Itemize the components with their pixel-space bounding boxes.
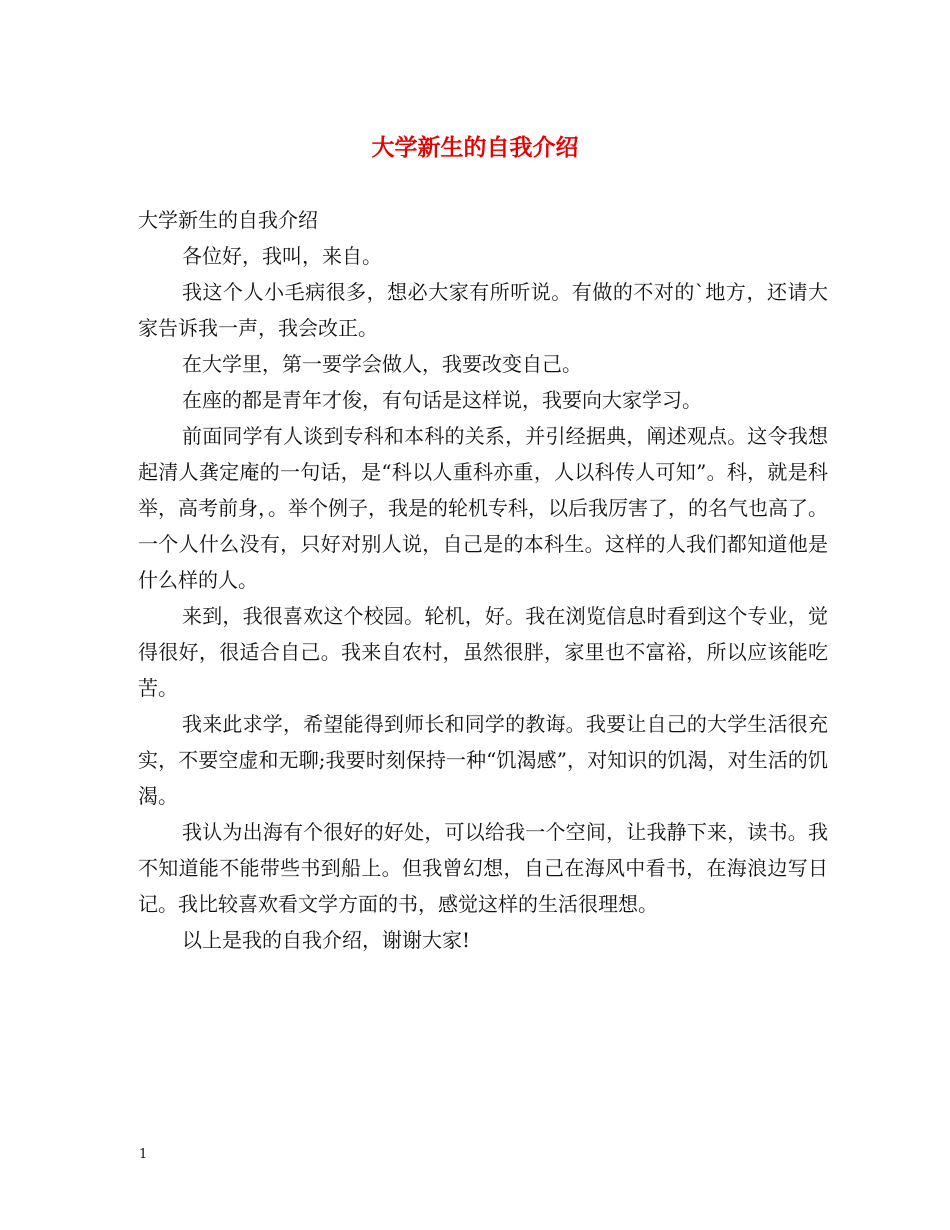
paragraph-9: 以上是我的自我介绍，谢谢大家! xyxy=(182,928,471,952)
page-number: 1 xyxy=(139,1147,148,1162)
paragraph-3: 在大学里，第一要学会做人，我要改变自己。 xyxy=(182,352,582,376)
paragraph-7: 我来此求学，希望能得到师长和同学的教诲。我要让自己的大学生活很充实，不要空虚和无聊;我要时刻保持一种“饥渴感”，对知识的饥渴，对生活的饥渴。 xyxy=(138,712,828,808)
document-body xyxy=(138,202,828,958)
paragraph-5: 前面同学有人谈到专科和本科的关系，并引经据典，阐述观点。这令我想起清人龚定庵的一句话，是“科以人重科亦重，人以科传人可知”。科，就是科举，高考前身，。举个例子，我是的轮机专科，以后我厉害了，的名气也高了。一个人什么没有，只好对别人说，自己是的本科生。这样的人我们都知道他是什么样的人。 xyxy=(138,424,828,592)
paragraph-4: 在座的都是青年才俊，有句话是这样说，我要向大家学习。 xyxy=(182,388,702,412)
paragraph-2: 我这个人小毛病很多，想必大家有所听说。有做的不对的`地方，还请大家告诉我一声，我会改正。 xyxy=(138,280,828,340)
body-heading: 大学新生的自我介绍 xyxy=(138,208,318,232)
paragraph-8: 我认为出海有个很好的好处，可以给我一个空间，让我静下来，读书。我不知道能不能带些书到船上。但我曾幻想，自己在海风中看书，在海浪边写日记。我比较喜欢看文学方面的书，感觉这样的生活很理想。 xyxy=(138,820,828,916)
document-title: 大学新生的自我介绍 xyxy=(371,134,579,161)
paragraph-6: 来到，我很喜欢这个校园。轮机，好。我在浏览信息时看到这个专业，觉得很好，很适合自己。我来自农村，虽然很胖，家里也不富裕，所以应该能吃苦。 xyxy=(138,604,828,700)
paragraph-1: 各位好，我叫，来自。 xyxy=(182,244,382,268)
